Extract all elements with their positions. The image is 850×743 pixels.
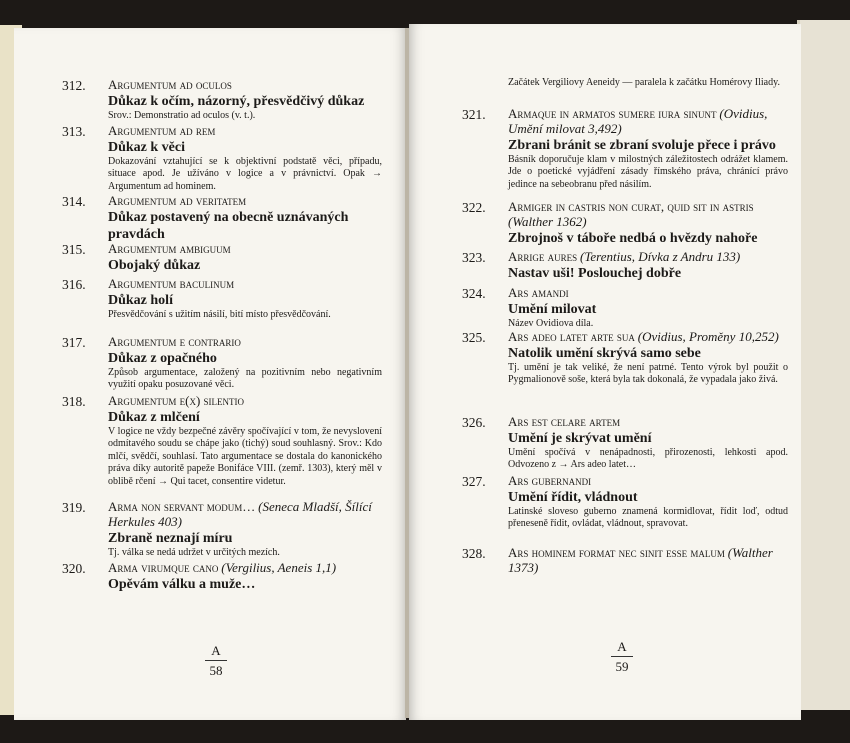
entry-note: Způsob argumentace, založený na pozitivním nebo negativním využití opaku posuzované věci. [108, 367, 382, 391]
entry-320 [62, 561, 382, 593]
entry-326 [462, 415, 788, 472]
entry-number: 319. [62, 500, 86, 515]
right-page [409, 24, 801, 720]
latin-phrase: Ars hominem format nec sinit esse malum [508, 545, 725, 560]
czech-translation: Zbraně neznají míru [108, 531, 233, 546]
entry-number: 323. [462, 250, 486, 265]
entry-316 [62, 277, 382, 321]
entry-325 [462, 330, 788, 387]
entry-317 [62, 335, 382, 392]
czech-translation: Zbrani bránit se zbraní svoluje přece i právo [508, 138, 776, 153]
entry-note: Dokazování vztahující se k objektivní podstatě věci, případu, situace apod. Je užíváno v logice a v právnictví. Opak → Argumentum ad hominem. [108, 156, 382, 192]
latin-source: (Walther 1373) [508, 545, 773, 575]
latin-phrase: Argumentum ad rem [108, 123, 216, 138]
entry-number: 318. [62, 394, 86, 409]
entry-number: 314. [62, 194, 86, 209]
entry-note: Tj. umění je tak veliké, že není patrné. Tento výrok byl použit o Pygmalionově soše, která byla tak dokonalá, že vypadala jako živá. [508, 362, 788, 386]
czech-translation: Důkaz k věci [108, 140, 185, 155]
entry-note: Srov.: Demonstratio ad oculos (v. t.). [108, 110, 256, 121]
entry-number: 316. [62, 277, 86, 292]
entry-322 [462, 200, 788, 247]
entry-312 [62, 78, 382, 122]
latin-phrase: Arma virumque cano [108, 560, 219, 575]
entry-number: 322. [462, 200, 486, 215]
czech-translation: Důkaz z opačného [108, 351, 217, 366]
entry-number: 317. [62, 335, 86, 350]
entry-318 [62, 394, 382, 488]
entry-315 [62, 242, 382, 274]
left-page [14, 28, 406, 720]
section-letter: A [617, 639, 627, 654]
entry-note: Název Ovidiova díla. [508, 318, 594, 329]
czech-translation: Důkaz holí [108, 293, 173, 308]
entry-number: 326. [462, 415, 486, 430]
latin-source: (Ovidius, Proměny 10,252) [637, 329, 779, 344]
entry-314 [62, 194, 382, 243]
entry-number: 313. [62, 124, 86, 139]
entry-number: 312. [62, 78, 86, 93]
entry-number: 325. [462, 330, 486, 345]
latin-source: (Walther 1362) [508, 214, 587, 229]
latin-phrase: Ars gubernandi [508, 473, 592, 488]
latin-phrase: Argumentum ad veritatem [108, 193, 247, 208]
czech-translation: Umění je skrývat umění [508, 431, 652, 446]
czech-translation: Důkaz k očím, názorný, přesvědčivý důkaz [108, 94, 365, 109]
entry-note: V logice ne vždy bezpečné závěry spočívající v tom, že nevyslovení odmítavého soudu se chápe jako (tichý) soud souhlasný. Srov.: Kdo mlčí, svědčí, souhlasí. Tato argumentace se dostala do kanonického práva díky autoritě papeže Bonifáce VIII. (zemř. 1303), který měl v oblibě rčení → Qui tacet, consentire videtur. [108, 426, 382, 487]
latin-phrase: Ars est celare artem [508, 414, 621, 429]
section-letter: A [211, 643, 221, 658]
footer-rule [611, 656, 633, 657]
czech-translation: Opěvám válku a muže… [108, 577, 256, 592]
page-number: 58 [209, 663, 223, 678]
latin-phrase: Armiger in castris non curat, quid sit in astris [508, 199, 754, 214]
entry-number: 320. [62, 561, 86, 576]
underlying-page-edge-right [797, 20, 850, 710]
latin-phrase: Arrige aures [508, 249, 578, 264]
latin-phrase: Arma non servant modum… [108, 499, 256, 514]
entry-number: 315. [62, 242, 86, 257]
entry-note: Přesvědčování s užitím násilí, bití místo přesvědčování. [108, 309, 331, 320]
latin-source: (Vergilius, Aeneis 1,1) [221, 560, 337, 575]
latin-phrase: Argumentum ambiguum [108, 241, 231, 256]
entry-number: 321. [462, 107, 486, 122]
latin-phrase: Ars amandi [508, 285, 569, 300]
entry-324 [462, 286, 788, 330]
entry-note: Básník doporučuje klam v milostných záležitostech odrážet klamem. Jde o poetické vyjádření zásady římského práva, chránící právo jedince na sebeobranu před násilím. [508, 154, 788, 190]
latin-phrase: Argumentum e(x) silentio [108, 393, 245, 408]
entry-321 [462, 107, 788, 191]
latin-phrase: Argumentum ad oculos [108, 77, 232, 92]
latin-source: (Ovidius, Umění milovat 3,492) [508, 106, 768, 136]
page-footer-right [605, 639, 639, 675]
footer-rule [205, 660, 227, 661]
latin-source: (Terentius, Dívka z Andru 133) [580, 249, 741, 264]
czech-translation: Nastav uši! Poslouchej dobře [508, 266, 682, 281]
czech-translation: Umění milovat [508, 302, 597, 317]
page-number: 59 [615, 659, 629, 674]
entry-319 [62, 500, 382, 559]
czech-translation: Umění řídit, vládnout [508, 490, 638, 505]
entry-number: 328. [462, 546, 486, 561]
czech-translation: Zbrojnoš v táboře nedbá o hvězdy nahoře [508, 231, 758, 246]
continuation-note: Začátek Vergiliovy Aeneidy — paralela k začátku Homérovy Iliady. [508, 77, 780, 88]
czech-translation: Důkaz postavený na obecně uznávaných pravdách [108, 210, 349, 242]
entry-note: Latinské sloveso guberno znamená kormidlovat, řídit loď, odtud přeneseně řídit, ovládat, vládnout, spravovat. [508, 506, 788, 530]
entry-note: Tj. válka se nedá udržet v určitých mezích. [108, 547, 280, 558]
entry-number: 324. [462, 286, 486, 301]
czech-translation: Natolik umění skrývá samo sebe [508, 346, 701, 361]
entry-328 [462, 546, 788, 576]
czech-translation: Obojaký důkaz [108, 258, 201, 273]
entry-327 [462, 474, 788, 531]
latin-phrase: Argumentum e contrario [108, 334, 241, 349]
latin-source: (Seneca Mladší, Šílící Herkules 403) [108, 499, 372, 529]
czech-translation: Důkaz z mlčení [108, 410, 200, 425]
entry-note: Umění spočívá v nenápadnosti, přirozenosti, lehkosti apod. Odvozeno z → Ars adeo latet… [508, 447, 788, 471]
latin-phrase: Argumentum baculinum [108, 276, 235, 291]
entry-number: 327. [462, 474, 486, 489]
latin-phrase: Armaque in armatos sumere iura sinunt [508, 106, 717, 121]
page-footer-left [199, 643, 233, 679]
entry-323 [462, 250, 788, 282]
entry-313 [62, 124, 382, 193]
latin-phrase: Ars adeo latet arte sua [508, 329, 635, 344]
